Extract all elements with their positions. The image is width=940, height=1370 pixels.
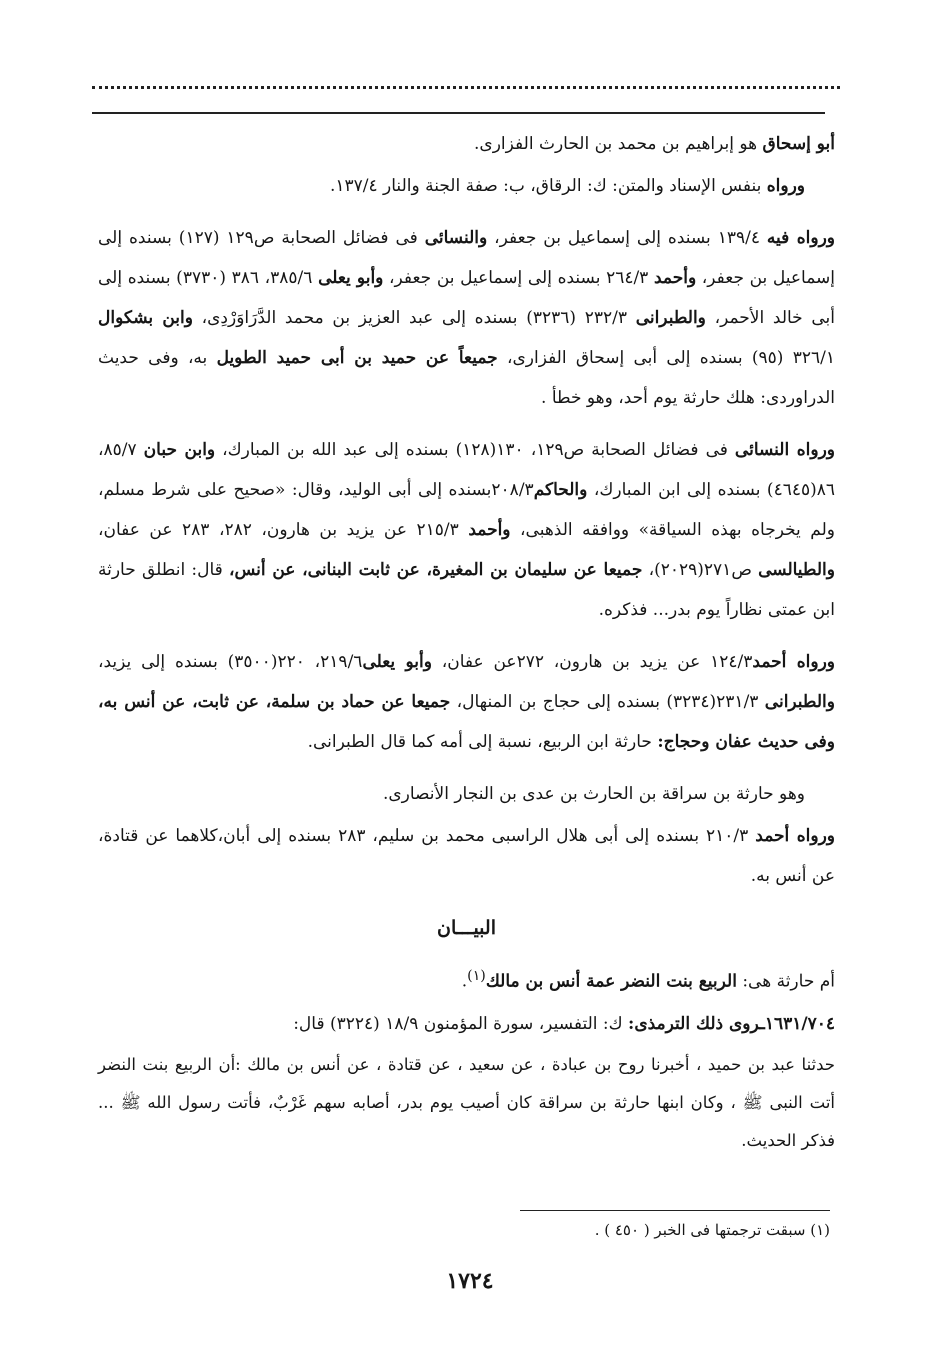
footnote-marker: (١)	[467, 968, 486, 984]
text-run: وهو حارثة بن سراقة بن الحارث بن عدى بن النجار الأنصارى.	[382, 784, 805, 804]
text-run: ك: التفسير، سورة المؤمنون ١٨/٩ (٣٢٢٤) قال:	[293, 1013, 629, 1034]
bold-term: وأحمد	[653, 268, 697, 288]
text-run: فى فضائل الصحابة ص١٢٩ (١٢٧) بسنده إلى إسماعيل بن جعفر،	[98, 228, 836, 288]
text-run: به، وفى حديث الدراوردى: هلك حارثة يوم أحد، وهو خطأ .	[98, 348, 835, 408]
bold-term: وأحمد	[468, 520, 511, 540]
bold-term: جميعا عن حماد بن سلمة، عن ثابت، عن أنس به، وفى حديث عفان وحجاج:	[98, 692, 835, 752]
paragraph-2	[98, 166, 835, 206]
paragraph-3	[98, 218, 835, 418]
text-run: ٢٣٢/٣ (٣٢٣٦) بسنده إلى عبد العزيز بن محمد الدَّرَاوَرْدِى،	[192, 308, 636, 328]
hadith-number: ١٦٣١/٧٠٤ـ	[759, 1013, 835, 1034]
bold-term: وأبو يعلى	[318, 268, 384, 288]
text-run: أم حارثة هى:	[736, 971, 835, 992]
paragraph-4	[98, 430, 835, 630]
text-run: ٢١٥/٣ عن يزيد بن هارون، ٢٨٢، ٢٨٣ عن عفان،	[98, 520, 469, 540]
text-run: ١٣٩/٤ بسنده إلى إسماعيل بن جعفر،	[487, 228, 767, 248]
text-run: ٢١٠/٣ بسنده إلى أبى هلال الراسبى محمد بن سليم، ٢٨٣ بسنده إلى أبان،كلاهما عن قتادة، عن أنس به.	[98, 826, 835, 886]
footnote: (١) سبقت ترجمتها فى الخبر ( ٤٥٠ ) .	[594, 1221, 830, 1239]
bold-term: والطيالسى	[758, 560, 835, 580]
bold-term: والنسائى	[424, 228, 488, 248]
dotted-separator	[92, 86, 840, 89]
top-rule	[92, 112, 825, 114]
bold-term: وأبو يعلى	[362, 652, 432, 672]
bold-term: جميعاً عن حميد بن أبى حميد الطويل	[216, 348, 498, 368]
hadith-header	[98, 1004, 835, 1044]
paragraph-7	[98, 816, 835, 896]
text-run: ٨٥/٧، ٨٦(٤٦٤٥) بسنده إلى ابن المبارك،	[98, 440, 835, 500]
paragraph-5	[98, 642, 835, 762]
text-run: هو إبراهيم بن محمد بن الحارث الفزارى.	[474, 134, 763, 154]
bold-term: ورواه النسائى	[734, 440, 836, 460]
bold-term: وابن حبان	[143, 440, 216, 460]
text-run: ٢٠٨/٣بسنده إلى أبى الوليد، وقال: «صحيح على شرط مسلم، ولم يخرجاه بهذه السياقة» ووافقه الذهبى،	[98, 480, 836, 540]
bold-term: ورواه فيه	[766, 228, 835, 248]
text-run: حارثة ابن الربيع، نسبة إلى أمه كما قال الطبرانى.	[307, 732, 658, 752]
bold-term: وابن بشكوال	[98, 308, 193, 328]
bold-term: ورواه	[766, 176, 805, 196]
bayan-line	[98, 956, 835, 1002]
text-run: فى فضائل الصحابة ص١٢٩، ١٣٠(١٢٨) بسنده إلى عبد الله بن المبارك،	[215, 440, 735, 460]
text-run: بنفس الإسناد والمتن: ك: الرقاق، ب: صفة الجنة والنار ١٣٧/٤.	[329, 176, 767, 196]
bold-term: والطبرانى	[764, 692, 835, 712]
bold-term: الربيع بنت النضر عمة أنس بن مالك	[485, 971, 737, 992]
bold-term: والطبرانى	[635, 308, 706, 328]
section-heading: البيـــان	[437, 917, 496, 939]
bold-term: روى ذلك الترمذى:	[628, 1013, 760, 1034]
bold-term: والحاكم	[533, 480, 588, 500]
text-run: ٢١٩/٦، ٢٢٠(٣٥٠٠) بسنده إلى يزيد،	[98, 652, 363, 672]
text-run: ٢٦٤/٣ بسنده إلى إسماعيل بن جعفر،	[383, 268, 654, 288]
text-run: ص٢٧١(٢٠٢٩)،	[642, 560, 759, 580]
bold-term: أبو إسحاق	[762, 134, 835, 154]
text-run: ٢٣١/٣(٣٢٣٤) بسنده إلى حجاج بن المنهال،	[450, 692, 765, 712]
text-run: ١٢٤/٣ عن يزيد بن هارون، ٢٧٢عن عفان،	[431, 652, 753, 672]
text-run: .	[461, 971, 468, 992]
hadith-text: حدثنا عبد بن حميد ، أخبرنا روح بن عبادة ، عن سعيد ، عن قتادة ، عن أنس بن مالك :أن الربيع بنت النضر أتت النبى ﷺ ، وكان ابنها حارثة بن سراقة كان أصيب يوم بدر، أصابه سهم غَرْبٌ، فأتت رسول الله ﷺ ... فذكر الحديث.	[98, 1054, 835, 1150]
text-run: ٣٢٦/١ (٩٥) بسنده إلى أبى إسحاق الفزارى،	[497, 348, 835, 368]
page-number: ١٧٢٤	[446, 1268, 494, 1294]
main-text	[98, 124, 835, 1172]
bold-term: جميعا عن سليمان بن المغيرة، عن ثابت البنانى، عن أنس،	[229, 560, 643, 580]
text-run: ٣٨٥/٦، ٣٨٦ (٣٧٣٠) بسنده إلى أبى خالد الأحمر،	[98, 268, 835, 328]
bold-term: ورواه أحمد	[755, 826, 835, 846]
text-run: قال: انطلق حارثة ابن عمتى نظاراً يوم بدر... فذكره.	[98, 560, 835, 620]
paragraph-6	[98, 774, 835, 814]
footnote-rule	[520, 1210, 830, 1211]
bold-term: ورواه أحمد	[752, 652, 835, 672]
paragraph-1	[98, 124, 835, 164]
